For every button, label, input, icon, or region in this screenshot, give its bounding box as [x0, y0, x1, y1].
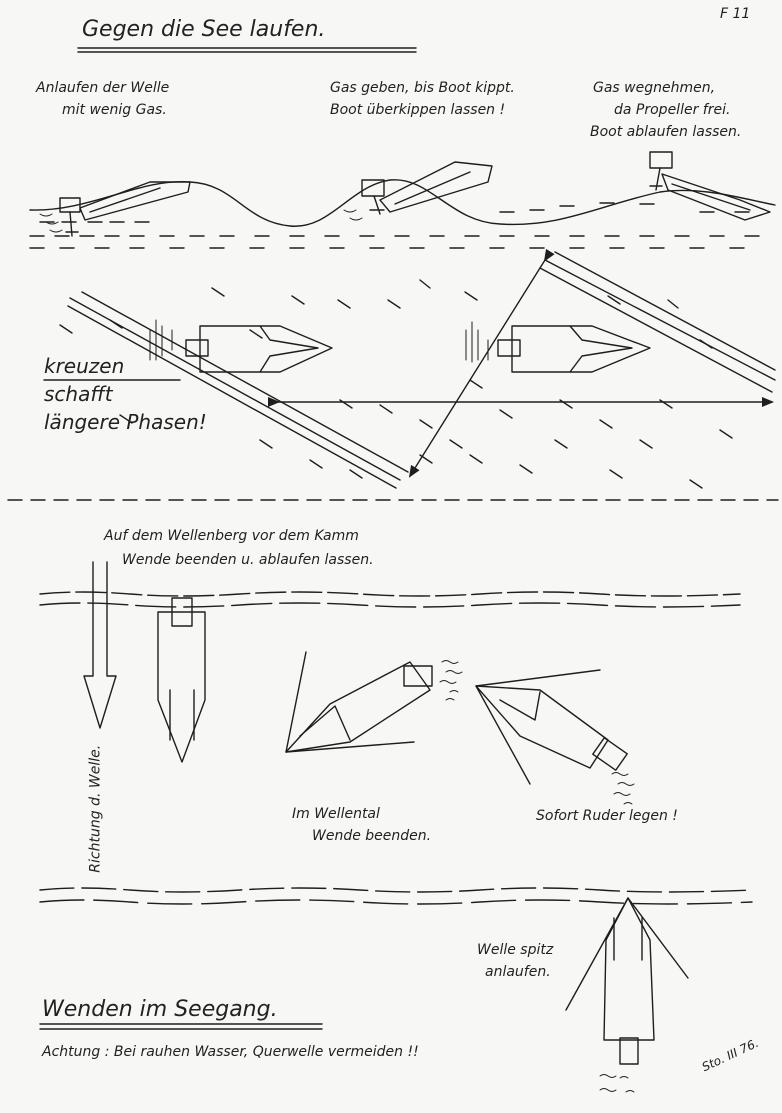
boat-rudder-turn: [476, 670, 627, 784]
cross-boat-right: [498, 326, 650, 372]
caption-throttle-line3: Boot ablaufen lassen.: [590, 124, 742, 140]
cross-label-line2: schafft: [44, 382, 113, 406]
warning-text: Achtung : Bei rauhen Wasser, Querwelle vermeiden !!: [42, 1044, 419, 1060]
page-title: Gegen die See laufen.: [82, 17, 326, 42]
boat-sharp-approach: [566, 898, 688, 1064]
cross-boat-left: [186, 326, 332, 372]
caption-rudder: Sofort Ruder legen !: [536, 808, 678, 824]
boat-crest-runoff: [158, 598, 205, 762]
signature: Sto. III 76.: [699, 1035, 761, 1075]
caption-approach-line1: Anlaufen der Welle: [36, 80, 170, 96]
caption-crest-line1: Auf dem Wellenberg vor dem Kamm: [104, 528, 359, 544]
caption-approach-line2: mit wenig Gas.: [62, 102, 167, 118]
cross-label-line1: kreuzen: [44, 354, 125, 378]
wave-crest-left: [68, 292, 408, 488]
crest-line-top: [40, 592, 740, 607]
caption-throttle-line2: da Propeller frei.: [614, 102, 731, 118]
caption-trough-line2: Wende beenden.: [312, 828, 432, 844]
caption-tip-line1: Gas geben, bis Boot kippt.: [330, 80, 515, 96]
boat-tipping: [362, 162, 492, 214]
wave-direction-arrow: [84, 562, 116, 728]
caption-throttle-line1: Gas wegnehmen,: [593, 80, 716, 96]
wave-direction-label: Richtung d. Welle.: [87, 744, 104, 873]
wave-profile: [30, 180, 775, 227]
cross-label-line3: längere Phasen!: [44, 410, 207, 434]
boat-runoff: [650, 152, 770, 220]
cross-course-arrow: [410, 260, 545, 476]
caption-trough-line1: Im Wellental: [292, 806, 380, 822]
sheet-id: F 11: [720, 6, 751, 22]
caption-tip-line2: Boot überkippen lassen !: [330, 102, 506, 118]
boat-trough-turn: [286, 652, 432, 752]
wave-crest-right: [540, 252, 775, 392]
direction-hatching: [60, 280, 732, 488]
crest-line-bottom: [40, 888, 752, 904]
caption-sharp-line2: anlaufen.: [485, 964, 551, 980]
bottom-title: Wenden im Seegang.: [42, 997, 278, 1022]
caption-crest-line2: Wende beenden u. ablaufen lassen.: [122, 552, 374, 568]
boat-approach: [60, 182, 190, 236]
spray-marks: [40, 210, 634, 1092]
caption-sharp-line1: Welle spitz: [477, 942, 554, 958]
water-dashes: [30, 203, 759, 248]
